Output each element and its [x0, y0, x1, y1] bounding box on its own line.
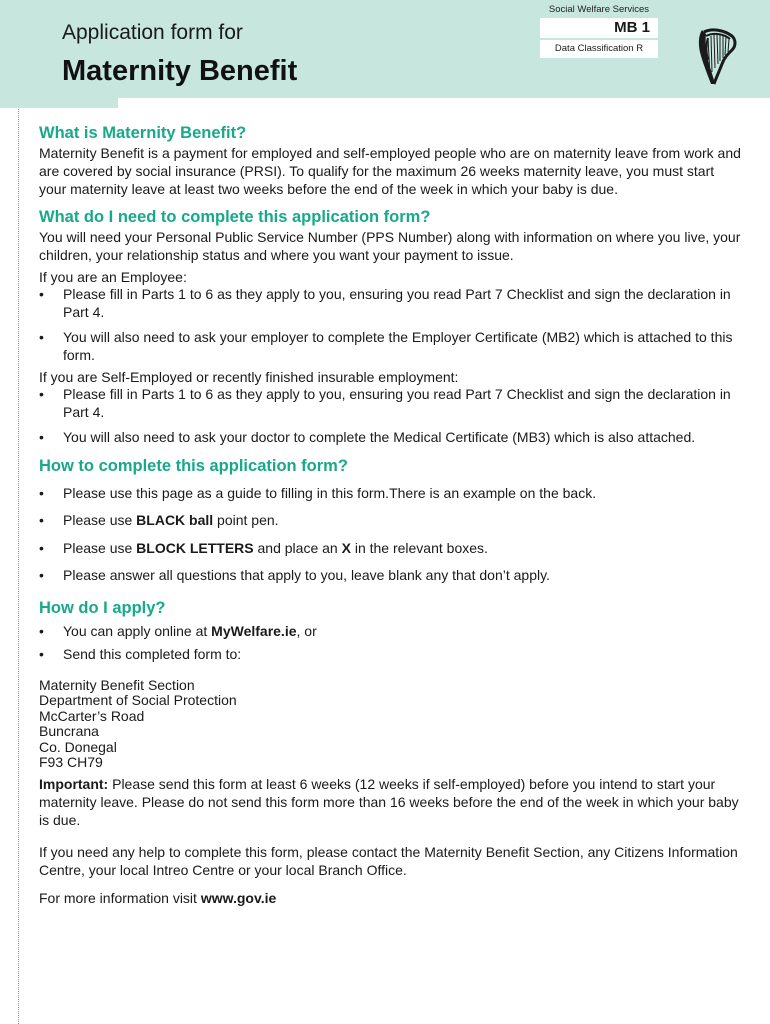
need-intro: You will need your Personal Public Service Number (PPS Number) along with information on where you live, your children, your relationship status and where you want your payment to issue. [39, 229, 741, 263]
section-heading-how: How to complete this application form? [39, 456, 348, 475]
emphasis-text: BLACK ball [136, 512, 214, 528]
gov-ie-link[interactable]: www.gov.ie [200, 889, 277, 906]
emphasis-text: X [341, 539, 351, 556]
list-item-text: You will also need to ask your doctor to complete the Medical Certificate (MB3) which is also attached. [63, 429, 696, 445]
list-item [39, 329, 744, 364]
harp-icon [692, 26, 740, 88]
self-employed-label: If you are Self-Employed or recently finished insurable employment: [39, 369, 459, 385]
list-item [39, 646, 744, 664]
list-item [39, 567, 744, 585]
list-item-text: Please answer all questions that apply to you, leave blank any that don’t apply. [63, 567, 550, 583]
bullet-icon: • [39, 286, 44, 302]
more-info-text: For more information visit [39, 889, 201, 906]
employee-label: If you are an Employee: [39, 269, 187, 285]
list-item [39, 429, 744, 447]
list-item [39, 286, 744, 321]
form-code: MB 1 [540, 18, 658, 38]
postal-address [39, 678, 744, 771]
address-line: Co. Donegal [39, 738, 117, 755]
what-body: Maternity Benefit is a payment for employed and self-employed people who are on maternity leave from work and are covered by social insurance (PRSI). To qualify for the maximum 26 weeks maternity leave, you must start your maternity leave at least two weeks before the end of the week in which your baby is due. [39, 145, 741, 197]
bullet-icon: • [39, 646, 44, 662]
section-heading-need: What do I need to complete this application form? [39, 208, 431, 226]
important-text: Please send this form at least 6 weeks (12 weeks if self-employed) before you intend to start your maternity leave. Please do not send this form more than 16 weeks before the end of the week in which your baby is due. [39, 775, 739, 828]
bullet-icon: • [39, 539, 44, 556]
form-title-prefix: Application form for [62, 21, 243, 44]
list-item-text: in the relevant boxes. [350, 539, 488, 556]
list-item-text: You can apply online at [63, 622, 212, 639]
bullet-icon: • [39, 386, 44, 402]
employee-list [39, 286, 744, 364]
section-heading-what: What is Maternity Benefit? [39, 124, 247, 142]
list-item [39, 485, 744, 503]
header-band [0, 0, 770, 98]
mywelfare-link[interactable]: MyWelfare.ie [211, 622, 297, 639]
bullet-icon: • [39, 329, 44, 345]
list-item-text: , or [296, 622, 317, 639]
section-heading-apply: How do I apply? [39, 598, 166, 617]
address-line: McCarter’s Road [39, 707, 145, 724]
list-item [39, 540, 744, 558]
list-item-text: You will also need to ask your employer to complete the Employer Certificate (MB2) which is attached to this form. [63, 329, 733, 363]
important-label: Important: [39, 775, 109, 792]
bullet-icon: • [39, 512, 44, 528]
address-line: Buncrana [39, 723, 99, 739]
apply-list [39, 623, 744, 664]
list-item-text: and place an [253, 539, 342, 556]
address-line: F93 CH79 [39, 754, 103, 770]
address-line: Maternity Benefit Section [39, 676, 195, 693]
list-item [39, 386, 744, 421]
data-classification: Data Classification R [540, 40, 658, 58]
list-item-text: Please use [63, 512, 137, 528]
list-item-text: Please use [63, 539, 137, 556]
list-item-text: Please fill in Parts 1 to 6 as they apply to you, ensuring you read Part 7 Checklist and sign the declaration in Part 4. [63, 286, 731, 320]
list-item-text: Send this completed form to: [63, 646, 242, 662]
list-item-text: Please fill in Parts 1 to 6 as they apply to you, ensuring you read Part 7 Checklist and sign the declaration in Part 4. [63, 386, 731, 420]
list-item-text: Please use this page as a guide to filling in this form.There is an example on the back. [63, 484, 597, 501]
important-note [39, 775, 744, 829]
list-item-text: point pen. [213, 512, 279, 528]
more-info [39, 889, 744, 907]
form-title: Maternity Benefit [62, 55, 298, 87]
help-text: If you need any help to complete this form, please contact the Maternity Benefit Section, any Citizens Information Centre, your local Intreo Centre or your local Branch Office. [39, 843, 738, 878]
how-list [39, 485, 744, 585]
bullet-icon: • [39, 567, 44, 583]
bullet-icon: • [39, 484, 44, 501]
main-content [39, 122, 744, 907]
list-item [39, 512, 744, 530]
emphasis-text: BLOCK LETTERS [136, 539, 254, 556]
list-item [39, 623, 744, 641]
self-employed-list [39, 386, 744, 447]
header-notch [0, 98, 118, 108]
services-label: Social Welfare Services [548, 4, 650, 15]
perforation-line [18, 0, 19, 1024]
address-line: Department of Social Protection [39, 692, 237, 708]
bullet-icon: • [39, 622, 44, 639]
bullet-icon: • [39, 429, 44, 445]
